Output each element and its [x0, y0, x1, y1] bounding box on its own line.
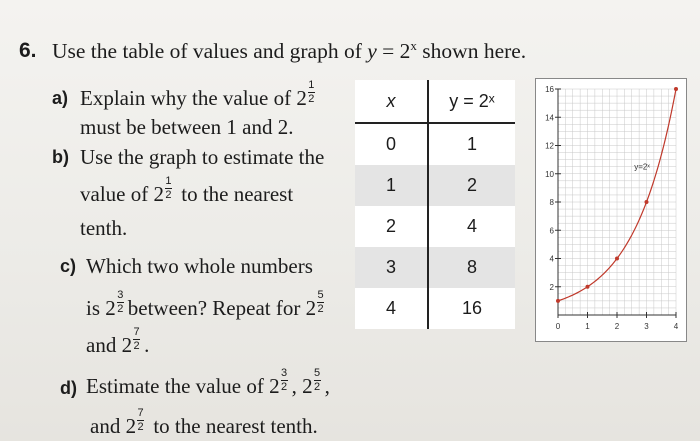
header-y: y = 2ˣ: [428, 80, 515, 123]
fraction-numerator: 1: [165, 174, 172, 187]
part-b-line2-end: to the nearest: [175, 182, 294, 206]
part-d-label: d): [60, 378, 77, 398]
x-tick-label: 4: [673, 322, 679, 331]
exponent-fraction: [314, 368, 321, 393]
stem-eq-exponent: x: [410, 38, 417, 53]
data-point: [586, 285, 590, 289]
part-c-line3: [86, 325, 150, 358]
stem-text: Use the table of values and graph of: [52, 39, 362, 64]
exponent-fraction: [281, 368, 288, 393]
cell-y: 8: [428, 247, 515, 288]
table-row: [355, 247, 515, 288]
data-point: [615, 257, 619, 261]
part-d-line1: [86, 366, 330, 399]
cell-x: 0: [385, 134, 396, 154]
part-a-line1: [80, 78, 315, 111]
part-d-line1-text-b: , 2: [291, 374, 313, 398]
fraction-numerator: 3: [281, 366, 288, 379]
part-a-label: a): [52, 88, 69, 108]
part-a-line2: must be between 1 and 2.: [80, 115, 294, 139]
part-c-label: c): [60, 256, 77, 276]
x-tick-label: 3: [644, 322, 649, 331]
y-tick-label: 16: [545, 85, 554, 94]
data-point: [674, 87, 678, 91]
power-expression: [80, 174, 172, 207]
exponent-fraction: [137, 408, 144, 433]
cell-x: 2: [385, 216, 396, 236]
exponent-fraction: [317, 290, 324, 315]
part-b-line1: Use the graph to estimate the: [80, 145, 325, 169]
y-tick-label: 10: [545, 169, 554, 179]
part-d-line2-text-a: and 2: [90, 414, 137, 438]
part-c-line2-text-b: between? Repeat for 2: [127, 296, 317, 320]
x-tick-label: 1: [585, 322, 590, 331]
header-x-text: x: [386, 90, 396, 111]
power-expression: [86, 366, 288, 399]
cell-y: 2: [428, 165, 515, 206]
stem-end: shown here.: [416, 39, 527, 64]
fraction-denominator: 2: [281, 380, 288, 393]
table-header-row: [355, 80, 515, 123]
part-b-line2: [80, 174, 294, 207]
y-tick-label: 14: [545, 113, 554, 123]
part-b-label: b): [52, 147, 69, 167]
part-d-line1-end: ,: [324, 374, 330, 398]
power-expression: [291, 366, 321, 399]
stem-eq-base: = 2: [376, 39, 411, 64]
curve-label: y=2ˣ: [634, 162, 650, 172]
power-expression: [86, 288, 124, 321]
fraction-numerator: 5: [314, 366, 321, 379]
part-b-line3: tenth.: [80, 216, 128, 240]
values-table: [355, 80, 515, 329]
exponential-graph: [535, 78, 687, 342]
exponent-fraction: [165, 176, 172, 201]
question-number: 6.: [19, 39, 37, 62]
part-c-line1: Which two whole numbers: [86, 254, 313, 278]
exponent-fraction: [308, 80, 315, 105]
header-x: [355, 80, 428, 123]
cell-y: 1: [428, 123, 515, 165]
part-d-line2-end: to the nearest tenth.: [148, 414, 318, 438]
part-c-line3-end: .: [144, 333, 150, 357]
question-stem: [52, 38, 526, 64]
fraction-denominator: 2: [137, 420, 144, 433]
stem-eq-y: y: [367, 39, 377, 64]
cell-y: 4: [428, 206, 515, 247]
cell-x: 4: [385, 298, 396, 318]
fraction-denominator: 2: [308, 92, 315, 105]
part-c-line2-text-a: is 2: [86, 296, 116, 320]
graph-svg: [536, 79, 686, 341]
y-tick-label: 4: [549, 254, 554, 264]
y-tick-label: 12: [545, 141, 554, 151]
fraction-denominator: 2: [317, 302, 324, 315]
cell-x: 3: [355, 247, 428, 288]
fraction-numerator: 7: [133, 325, 140, 338]
table-row: [355, 206, 515, 247]
cell-x: 1: [355, 165, 428, 206]
y-tick-label: 6: [549, 226, 554, 236]
table-row: [355, 123, 515, 165]
x-tick-label: 2: [614, 322, 620, 331]
y-tick-label: 2: [549, 282, 554, 292]
part-a-line1-text: Explain why the value of 2: [80, 86, 307, 110]
fraction-numerator: 3: [117, 288, 124, 301]
x-tick-label: 0: [555, 322, 561, 331]
fraction-denominator: 2: [165, 188, 172, 201]
fraction-numerator: 5: [317, 288, 324, 301]
cell-y: 16: [428, 288, 515, 329]
table-row: [355, 288, 515, 329]
fraction-numerator: 1: [308, 78, 315, 91]
data-point: [645, 200, 649, 204]
part-b-line2-text: value of 2: [80, 182, 164, 206]
fraction-denominator: 2: [117, 302, 124, 315]
part-c-line2: [86, 288, 324, 321]
part-d-line2: [90, 406, 318, 439]
power-expression: [127, 288, 324, 321]
power-expression: [80, 78, 315, 111]
power-expression: [86, 325, 140, 358]
exponent-fraction: [133, 327, 140, 352]
exponent-fraction: [117, 290, 124, 315]
table-row: [355, 165, 515, 206]
fraction-numerator: 7: [137, 406, 144, 419]
part-d-line1-text-a: Estimate the value of 2: [86, 374, 280, 398]
power-expression: [90, 406, 144, 439]
fraction-denominator: 2: [133, 339, 140, 352]
data-point: [556, 299, 560, 303]
fraction-denominator: 2: [314, 380, 321, 393]
y-tick-label: 8: [549, 198, 554, 207]
part-c-line3-text: and 2: [86, 333, 133, 357]
